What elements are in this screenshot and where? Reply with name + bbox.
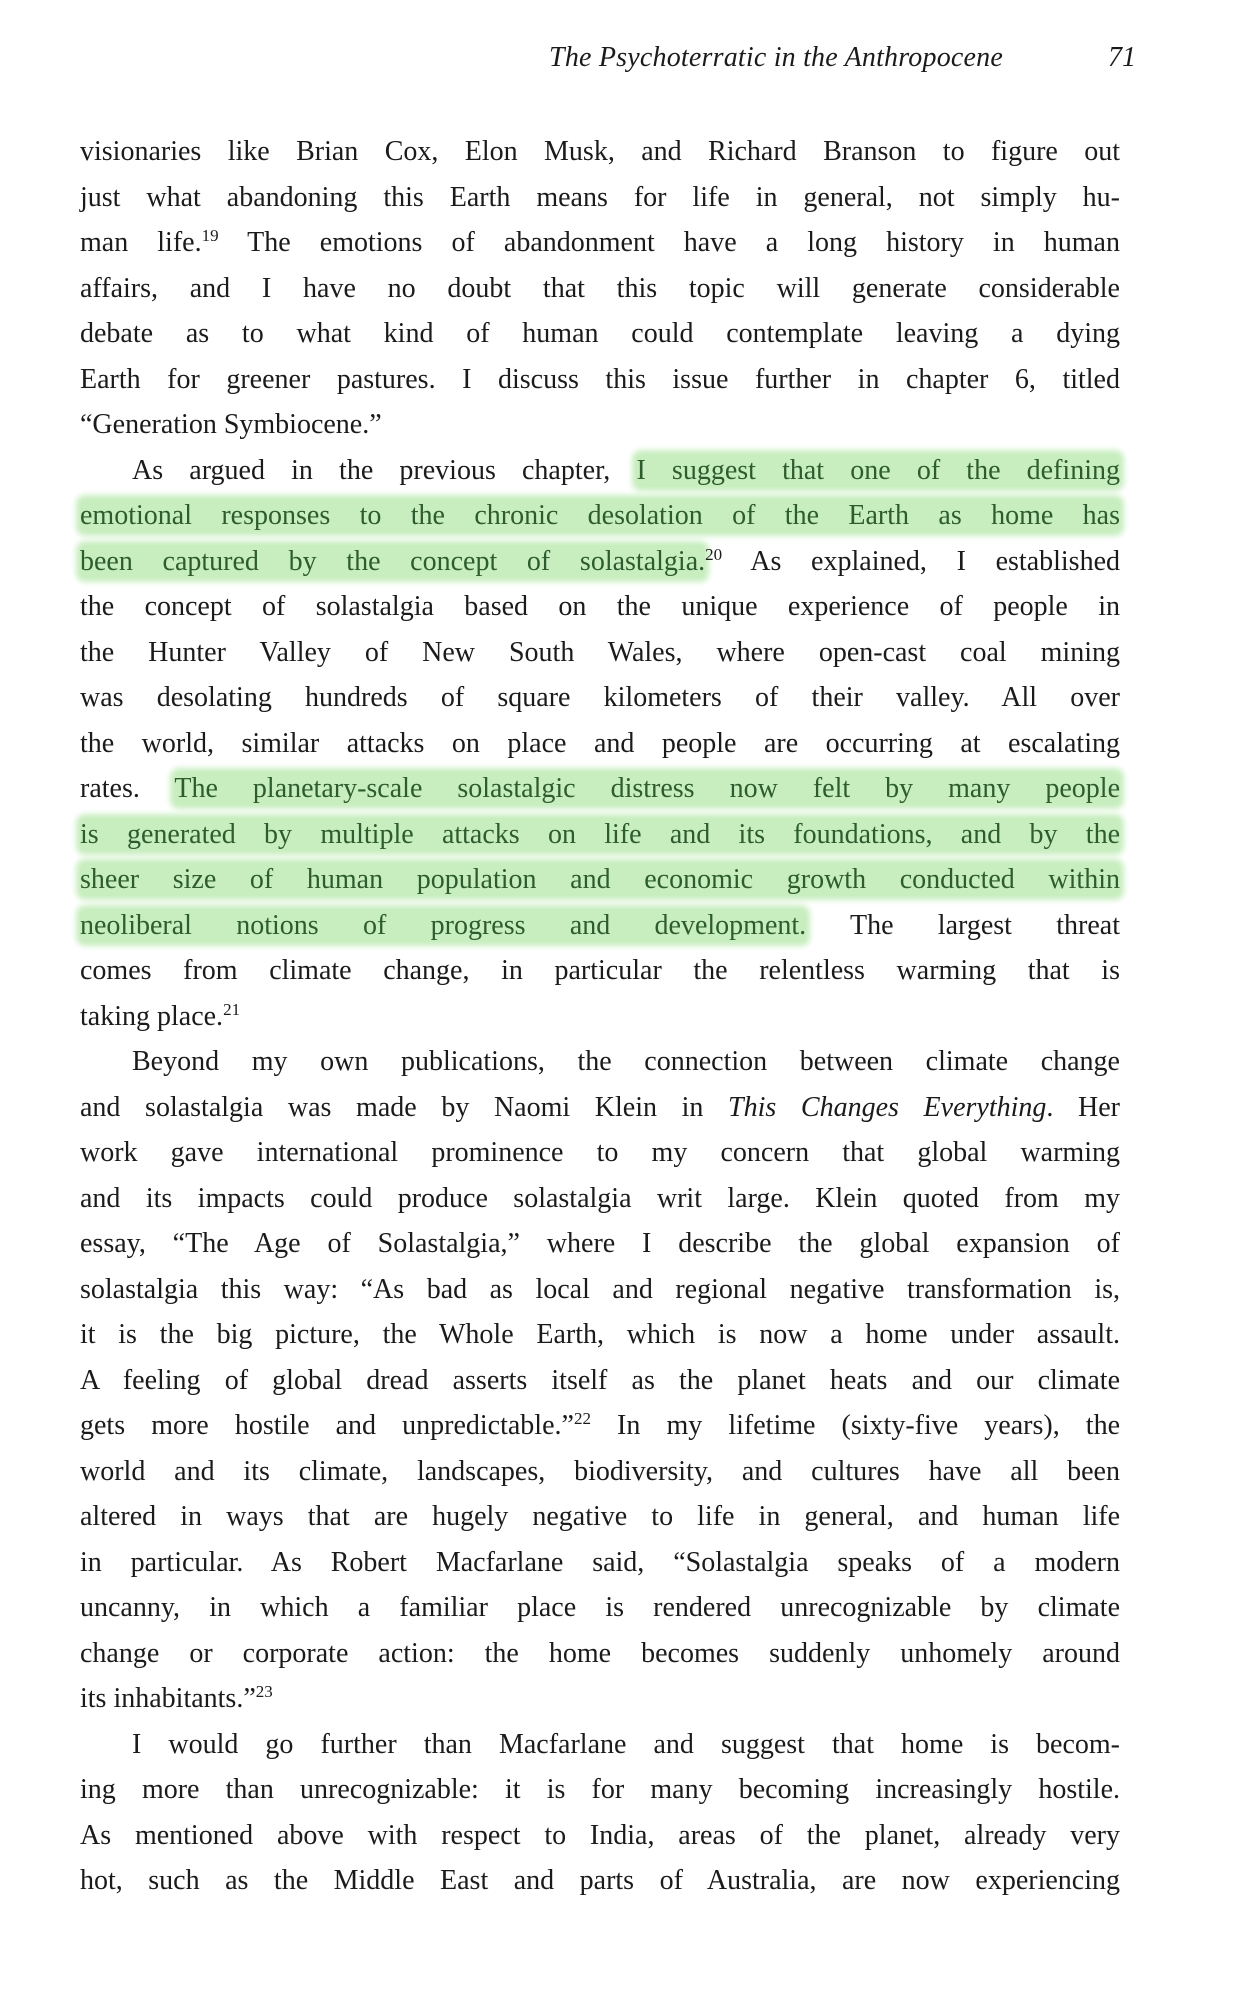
text-segment: uncanny, in which a familiar place is rendered unrecognizable by climate (80, 1592, 1120, 1623)
text-segment: A feeling of global dread asserts itself as the planet heats and our climate (80, 1364, 1120, 1396)
text-line (80, 1312, 1120, 1358)
highlighted-text: The planetary-scale solastalgic distress now felt by many people (174, 773, 1121, 804)
text-segment: visionaries like Brian Cox, Elon Musk, and Richard Branson to figure out (80, 136, 1120, 167)
text-segment: and solastalgia was made by Naomi Klein in (80, 1091, 729, 1123)
text-segment: altered in ways that are hugely negative to life in general, and human life (80, 1501, 1120, 1532)
running-header (0, 0, 1240, 74)
text-segment: the concept of solastalgia based on the unique experience of people in (80, 591, 1120, 622)
text-segment: debate as to what kind of human could contemplate leaving a dying (80, 318, 1120, 349)
text-segment: man life. (80, 227, 202, 258)
text-segment: hot, such as the Middle East and parts of Australia, are now experiencing (80, 1865, 1120, 1896)
footnote-marker: 22 (573, 1409, 591, 1428)
text-line (80, 311, 1120, 357)
highlighted-text: neoliberal notions of progress and development. (80, 909, 807, 941)
text-segment: The emotions of abandonment have a long history in human (218, 227, 1120, 258)
text-line (80, 1767, 1120, 1813)
text-segment: essay, “The Age of Solastalgia,” where I describe the global expansion of (80, 1228, 1120, 1259)
highlighted-text: been captured by the concept of solastalgia. (80, 545, 706, 577)
text-segment: ing more than unrecognizable: it is for many becoming increasingly hostile. (80, 1774, 1120, 1805)
text-line (80, 539, 1120, 585)
running-header-title: The Psychoterratic in the Anthropocene (549, 42, 1003, 73)
text-segment: just what abandoning this Earth means for life in general, not simply hu- (80, 181, 1120, 213)
text-segment: taking place. (80, 1000, 224, 1032)
text-segment: work gave international prominence to my concern that global warming (80, 1137, 1120, 1168)
text-line (80, 766, 1120, 812)
text-line (80, 1449, 1120, 1495)
text-line (80, 857, 1120, 903)
text-line (80, 1358, 1120, 1404)
text-segment: in particular. As Robert Macfarlane said, “Solastalgia speaks of a modern (80, 1546, 1120, 1578)
highlighted-text: is generated by multiple attacks on life and its foundations, and by the (80, 818, 1120, 850)
text-segment: gets more hostile and unpredictable.” (80, 1410, 574, 1441)
highlighted-text: emotional responses to the chronic desolation of the Earth as home has (80, 500, 1120, 531)
text-line (80, 1267, 1120, 1313)
text-line (80, 584, 1120, 630)
text-line (80, 675, 1120, 721)
text-line (80, 1403, 1120, 1449)
text-line (80, 493, 1120, 539)
text-segment: rates. (80, 773, 175, 804)
text-line (80, 1494, 1120, 1540)
text-segment: it is the big picture, the Whole Earth, which is now a home under assault. (80, 1319, 1120, 1350)
text-line (80, 903, 1120, 949)
text-segment: I would go further than Macfarlane and suggest that home is becom- (132, 1728, 1120, 1760)
text-line (80, 1858, 1120, 1904)
text-line (80, 129, 1120, 175)
text-segment: and its impacts could produce solastalgia writ large. Klein quoted from my (80, 1182, 1120, 1214)
text-line (80, 1722, 1120, 1768)
text-segment: In my lifetime (sixty-five years), the (590, 1410, 1121, 1441)
text-segment: its inhabitants.” (80, 1683, 256, 1714)
text-segment: was desolating hundreds of square kilometers of their valley. All over (80, 682, 1120, 713)
text-segment: the Hunter Valley of New South Wales, where open-cast coal mining (80, 636, 1120, 668)
text-segment: As explained, I established (722, 545, 1121, 577)
text-segment: solastalgia this way: “As bad as local and regional negative transformation is, (80, 1273, 1120, 1305)
text-line (80, 948, 1120, 994)
text-line (80, 448, 1120, 494)
footnote-marker: 23 (255, 1682, 273, 1701)
text-segment: . Her (1046, 1091, 1120, 1123)
highlighted-text: I suggest that one of the defining (636, 454, 1120, 486)
highlighted-text: sheer size of human population and economic growth conducted within (80, 864, 1120, 895)
text-line (80, 1676, 1120, 1722)
text-segment: affairs, and I have no doubt that this topic will generate considerable (80, 272, 1120, 304)
text-segment: Beyond my own publications, the connection between climate change (132, 1046, 1120, 1077)
text-segment: comes from climate change, in particular the relentless warming that is (80, 955, 1120, 986)
text-segment: the world, similar attacks on place and people are occurring at escalating (80, 727, 1120, 759)
text-line (80, 1176, 1120, 1222)
text-line (80, 220, 1120, 266)
page-body (80, 129, 1120, 1904)
text-line (80, 1813, 1120, 1859)
footnote-marker: 19 (201, 226, 219, 245)
footnote-marker: 20 (705, 544, 723, 564)
text-segment: change or corporate action: the home becomes suddenly unhomely around (80, 1637, 1120, 1669)
text-line (80, 1130, 1120, 1176)
text-line (80, 812, 1120, 858)
text-segment: As mentioned above with respect to India, areas of the planet, already very (80, 1819, 1120, 1851)
text-line (80, 1085, 1120, 1131)
text-segment: Earth for greener pastures. I discuss this issue further in chapter 6, titled (80, 363, 1120, 395)
text-line (80, 402, 1120, 448)
text-line (80, 1221, 1120, 1267)
page-number: 71 (1108, 42, 1136, 73)
text-segment: world and its climate, landscapes, biodiversity, and cultures have all been (80, 1455, 1120, 1487)
text-line (80, 266, 1120, 312)
text-line (80, 357, 1120, 403)
text-segment: The largest threat (806, 909, 1120, 941)
text-line (80, 175, 1120, 221)
footnote-marker: 21 (223, 999, 241, 1019)
text-segment: As argued in the previous chapter, (132, 454, 637, 486)
text-line (80, 1540, 1120, 1586)
text-line (80, 1039, 1120, 1085)
text-segment: “Generation Symbiocene.” (80, 409, 382, 440)
text-line (80, 994, 1120, 1040)
text-line (80, 1585, 1120, 1631)
text-line (80, 630, 1120, 676)
text-line (80, 721, 1120, 767)
text-line (80, 1631, 1120, 1677)
italic-book-title: This Changes Everything (728, 1091, 1047, 1123)
